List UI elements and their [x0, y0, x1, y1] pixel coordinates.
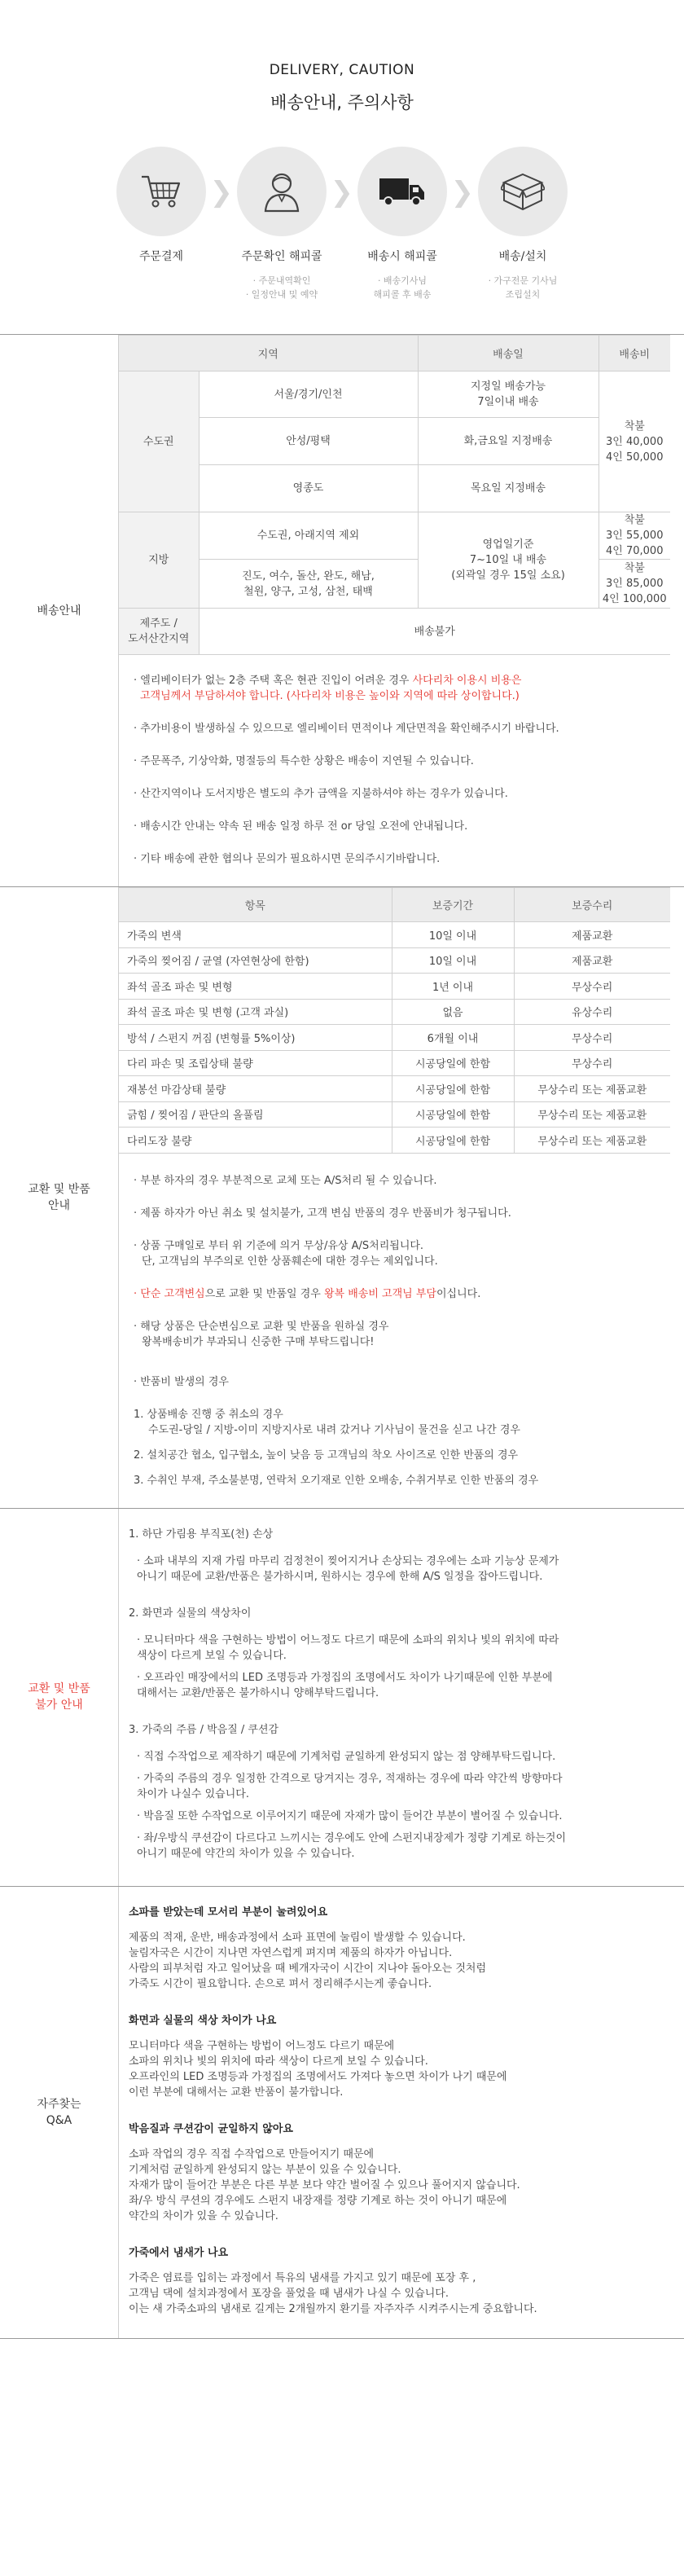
region-local: 지방 — [119, 512, 199, 609]
step-confirm-call — [221, 147, 353, 334]
section-side-label: 교환 및 반품 불가 안내 — [28, 1682, 90, 1712]
delivery-day-cell: 목요일 지정배송 — [418, 465, 598, 512]
table-cell: 시공당일에 한함 — [392, 1101, 514, 1128]
table-cell: 다리 파손 및 조립상태 불량 — [119, 1050, 392, 1076]
step-circle — [357, 147, 447, 236]
table-cell: 제품교환 — [514, 922, 670, 948]
exchange-section — [0, 886, 684, 1508]
nonreturn-heading: 2. 화면과 실물의 색상차이 — [129, 1607, 252, 1620]
note-item: · 제품 하자가 아닌 취소 및 설치불가, 고객 변심 반품의 경우 반품비가 청구됩니다. — [134, 1207, 511, 1220]
table-cell: 좌석 골조 파손 및 변형 — [119, 974, 392, 1000]
note-highlight: 왕복 배송비 고객님 부담 — [324, 1287, 436, 1300]
faq-answer: 소파 작업의 경우 직접 수작업으로 만들어지기 때문에 기계처럼 균일하게 완성되지 않는 부분이 있을 수 있습니다. 자재가 많이 들어간 부분은 다른 부분 보다 약간 벌어질 수 있으나 풀어지지 않습니다. 좌/우 방식 쿠션의 경우에도 스펀지 내장재를 정량 기계로 하는 것이 아니기 때문에 약간의 차이가 있을 수 있습니다. — [129, 2147, 520, 2222]
region-cell: 영종도 — [199, 465, 418, 512]
exchange-notes — [119, 1154, 670, 1508]
note-text: · 엘리베이터가 없는 2층 주택 혹은 현관 진입이 어려운 경우 — [134, 675, 413, 687]
region-cell: 서울/경기/인천 — [199, 371, 418, 418]
faq-answer: 모니터마다 색을 구현하는 방법이 어느정도 다르기 때문에 소파의 위치나 빛의 위치에 따라 색상이 다르게 보일 수 있습니다. 오프라인의 LED 조명등과 가정집의 조명에서도 가져다 놓으면 차이가 나기 때문에 이런 부분에 대해서는 교환 반품이 불가합니다. — [129, 2039, 507, 2099]
table-cell: 무상수리 또는 제품교환 — [514, 1101, 670, 1128]
table-cell: 시공당일에 한함 — [392, 1076, 514, 1102]
table-cell: 방석 / 스펀지 꺼짐 (변형률 5%이상) — [119, 1025, 392, 1051]
table-header: 지역 — [119, 336, 418, 371]
note-text: 수도권-당일 / 지방-이미 지방지사로 내려 갔거나 기사님이 물건을 싣고 나간 경우 — [148, 1423, 520, 1436]
nonreturn-item: · 가죽의 주름의 경우 일정한 간격으로 당겨지는 경우, 적재하는 경우에 따라 약간씩 방향마다 차이가 나실수 있습니다. — [137, 1772, 563, 1800]
step-order-payment — [101, 147, 233, 334]
table-cell: 무상수리 — [514, 1050, 670, 1076]
note-item — [134, 1319, 659, 1350]
warranty-table — [119, 887, 670, 1154]
step-label: 주문결제 — [138, 250, 184, 263]
note-highlight: · 단순 고객변심 — [134, 1287, 205, 1300]
step-sub-line: 해피콜 후 배송 — [373, 289, 432, 300]
step-sub-line: 조립설치 — [505, 289, 541, 300]
section-side-label: 자주찾는 Q&A — [37, 2097, 81, 2127]
chevron-right-icon: ❯ — [450, 176, 474, 209]
note-text: · 해당 상품은 단순변심으로 교환 및 반품을 원하실 경우 — [134, 1320, 389, 1333]
step-sub — [221, 274, 342, 301]
region-capital: 수도권 — [119, 371, 199, 512]
fee-cell: 착불 3인 40,000 4인 50,000 — [598, 371, 670, 512]
section-side-label: 교환 및 반품 안내 — [28, 1182, 90, 1212]
fee-cell: 착불 3인 55,000 4인 70,000 — [598, 512, 670, 560]
table-cell: 6개월 이내 — [392, 1025, 514, 1051]
note-item — [134, 1286, 659, 1302]
table-cell: 재봉선 마감상태 불량 — [119, 1076, 392, 1102]
step-sub-line: · 배송기사님 — [377, 275, 428, 286]
header-korean-title: 배송안내, 주의사항 — [270, 93, 414, 112]
chevron-right-icon: ❯ — [209, 176, 233, 209]
delivery-unavailable: 배송불가 — [199, 609, 670, 655]
region-cell: 진도, 여수, 돌산, 완도, 해남, 철원, 양구, 고성, 삼천, 태백 — [199, 560, 418, 609]
table-cell: 10일 이내 — [392, 947, 514, 974]
nonreturn-item: · 직접 수작업으로 제작하기 때문에 기계처럼 균일하게 완성되지 않는 점 양해부탁드립니다. — [137, 1750, 556, 1763]
table-row — [119, 922, 670, 948]
table-cell: 좌석 골조 파손 및 변형 (고객 과실) — [119, 999, 392, 1025]
table-header: 배송비 — [598, 336, 670, 371]
table-cell: 10일 이내 — [392, 922, 514, 948]
table-cell: 무상수리 또는 제품교환 — [514, 1076, 670, 1102]
note-item: 2. 설치공간 협소, 입구협소, 높이 낮음 등 고객님의 착오 사이즈로 인한 반품의 경우 — [134, 1448, 519, 1462]
table-row — [119, 1128, 670, 1154]
table-row — [119, 1025, 670, 1051]
region-cell: 안성/평택 — [199, 418, 418, 465]
person-icon — [262, 170, 301, 213]
note-item: · 부분 하자의 경우 부분적으로 교체 또는 A/S처리 될 수 있습니다. — [134, 1174, 437, 1187]
table-cell: 유상수리 — [514, 999, 670, 1025]
step-circle — [116, 147, 206, 236]
note-highlight: 고객님께서 부담하셔야 합니다. (사다리차 비용은 높이와 지역에 따라 상이합니다.) — [140, 690, 520, 702]
delivery-table — [119, 335, 670, 655]
note-item: · 산간지역이나 도서지방은 별도의 추가 금액을 지불하셔야 하는 경우가 있습니다. — [134, 788, 508, 800]
table-cell: 무상수리 — [514, 1025, 670, 1051]
table-cell: 긁힘 / 찢어짐 / 판단의 올풀림 — [119, 1101, 392, 1128]
note-text: 으로 교환 및 반품일 경우 — [204, 1287, 324, 1300]
truck-icon — [378, 175, 427, 208]
table-cell: 시공당일에 한함 — [392, 1128, 514, 1154]
table-header: 보증기간 — [392, 888, 514, 922]
note-text: · 상품 구매일로 부터 위 기준에 의거 무상/유상 A/S처리됩니다. — [134, 1239, 424, 1252]
delivery-day-cell: 영업일기준 7~10일 내 배송 (외곽일 경우 15일 소요) — [418, 512, 598, 609]
cart-icon — [140, 174, 182, 209]
table-cell: 다리도장 불량 — [119, 1128, 392, 1154]
table-header: 항목 — [119, 888, 392, 922]
table-row — [119, 1050, 670, 1076]
step-label: 배송시 해피콜 — [367, 250, 437, 263]
table-row — [119, 1076, 670, 1102]
step-sub — [342, 274, 463, 301]
table-cell: 가죽의 변색 — [119, 922, 392, 948]
step-circle — [237, 147, 327, 236]
table-cell: 제품교환 — [514, 947, 670, 974]
table-row — [119, 999, 670, 1025]
step-circle — [478, 147, 568, 236]
step-label: 배송/설치 — [498, 250, 547, 263]
note-item: · 배송시간 안내는 약속 된 배송 일정 하루 전 or 당일 오전에 안내됩니다. — [134, 820, 468, 833]
header — [0, 0, 684, 114]
note-item — [134, 1407, 659, 1438]
faq-question: 화면과 실물의 색상 차이가 나요 — [129, 2014, 277, 2027]
table-cell: 시공당일에 한함 — [392, 1050, 514, 1076]
nonreturn-item: · 모니터마다 색을 구현하는 방법이 어느정도 다르기 때문에 소파의 위치나 빛의 위치에 따라 색상이 다르게 보일 수 있습니다. — [137, 1633, 559, 1662]
nonreturn-item: · 박음질 또한 수작업으로 이루어지기 때문에 자재가 많이 들어간 부분이 별어질 수 있습니다. — [137, 1809, 563, 1822]
table-cell: 1년 이내 — [392, 974, 514, 1000]
step-sub-line: · 주문내역확인 — [252, 275, 311, 286]
note-text: 1. 상품배송 진행 중 취소의 경우 — [134, 1408, 283, 1421]
note-item: · 추가비용이 발생하실 수 있으므로 엘리베이터 면적이나 계단면적을 확인해주시기 바랍니다. — [134, 723, 559, 735]
faq-answer: 제품의 적재, 운반, 배송과정에서 소파 표면에 눌림이 발생할 수 있습니다. 눌림자국은 시간이 지나면 자연스럽게 펴지며 제품의 하자가 아닙니다. 사람의 피부처럼 자고 일어났을 때 베개자국이 시간이 지나야 돌아오는 것처럼 가죽도 시간이 필요합니다. 손으로 펴서 정리해주시는게 좋습니다. — [129, 1931, 487, 1990]
note-text: 이십니다. — [436, 1287, 481, 1300]
header-english-title: DELIVERY, CAUTION — [269, 62, 415, 78]
table-cell: 무상수리 또는 제품교환 — [514, 1128, 670, 1154]
note-item: · 주문폭주, 기상악화, 명절등의 특수한 상황은 배송이 지연될 수 있습니다. — [134, 755, 474, 767]
delivery-steps — [0, 147, 684, 334]
delivery-day-cell: 지정일 배송가능 7일이내 배송 — [418, 371, 598, 418]
delivery-day-cell: 화,금요일 지정배송 — [418, 418, 598, 465]
note-text: 단, 고객님의 부주의로 인한 상품훼손에 대한 경우는 제외입니다. — [142, 1255, 438, 1268]
table-row — [119, 1101, 670, 1128]
step-sub-line: · 일정안내 및 예약 — [245, 289, 318, 300]
box-icon — [501, 171, 545, 212]
note-item: · 기타 배송에 관한 협의나 문의가 필요하시면 문의주시기바랍니다. — [134, 853, 441, 865]
step-label: 주문확인 해피콜 — [241, 250, 322, 263]
region-jeju: 제주도 / 도서산간지역 — [119, 609, 199, 655]
nonreturn-section — [0, 1508, 684, 1886]
note-text: 왕복배송비가 부과되니 신중한 구매 부탁드립니다! — [142, 1335, 375, 1348]
note-item: 3. 수취인 부재, 주소불분명, 연락처 오기재로 인한 오배송, 수취거부로 인한 반품의 경우 — [134, 1474, 539, 1487]
step-sub — [463, 274, 583, 301]
table-cell: 무상수리 — [514, 974, 670, 1000]
table-cell: 가죽의 찢어짐 / 균열 (자연현상에 한함) — [119, 947, 392, 974]
nonreturn-item: · 좌/우방식 쿠션감이 다르다고 느끼시는 경우에도 안에 스펀지내장제가 정량 기계로 하는것이 아니기 때문에 약간의 차이가 있을 수 있습니다. — [137, 1831, 567, 1860]
nonreturn-heading: 1. 하단 가림용 부직포(천) 손상 — [129, 1528, 274, 1541]
faq-section — [0, 1886, 684, 2338]
table-cell: 없음 — [392, 999, 514, 1025]
section-side-label: 배송안내 — [37, 604, 81, 618]
bottom-divider — [0, 2338, 684, 2339]
note-item — [134, 1238, 659, 1269]
chevron-right-icon: ❯ — [330, 176, 353, 209]
region-cell: 수도권, 아래지역 제외 — [199, 512, 418, 560]
table-header: 보증수리 — [514, 888, 670, 922]
faq-question: 소파를 받았는데 모서리 부분이 눌려있어요 — [129, 1906, 328, 1919]
step-install — [463, 147, 583, 334]
note-item: · 반품비 발생의 경우 — [134, 1375, 229, 1388]
table-header: 배송일 — [418, 336, 598, 371]
faq-question: 가죽에서 냄새가 나요 — [129, 2246, 229, 2259]
nonreturn-item: · 오프라인 매장에서의 LED 조명등과 가정집의 조명에서도 차이가 나기때문에 인한 부분에 대해서는 교환/반품은 불가하시니 양해부탁드립니다. — [137, 1671, 553, 1699]
faq-question: 박음질과 쿠션감이 균일하지 않아요 — [129, 2122, 293, 2135]
delivery-notes — [119, 655, 670, 886]
table-row — [119, 974, 670, 1000]
step-delivery-call — [342, 147, 474, 334]
nonreturn-item: · 소파 내부의 지재 가림 마무리 검정천이 찢어지거나 손상되는 경우에는 소파 기능상 문제가 아니기 때문에 교환/반품은 불가하시며, 원하시는 경우에 한해 A/S 일정을 잡아드립니다. — [137, 1554, 559, 1583]
faq-answer: 가죽은 염료를 입히는 과정에서 특유의 냄새를 가지고 있기 때문에 포장 후 , 고객님 댁에 설치과정에서 포장을 풀었을 때 냄새가 나실 수 있습니다. 이는 새 가죽소파의 냄새로 길게는 2개월까지 환기를 자주자주 시켜주시는게 중요합니다. — [129, 2271, 537, 2315]
table-row — [119, 947, 670, 974]
step-sub-line: · 가구전문 기사님 — [488, 275, 558, 286]
nonreturn-heading: 3. 가죽의 주름 / 박음질 / 쿠션감 — [129, 1723, 279, 1736]
delivery-section — [0, 334, 684, 886]
fee-cell: 착불 3인 85,000 4인 100,000 — [598, 560, 670, 609]
note-highlight: 사다리차 이용시 비용은 — [412, 675, 522, 687]
note-item — [134, 673, 659, 704]
